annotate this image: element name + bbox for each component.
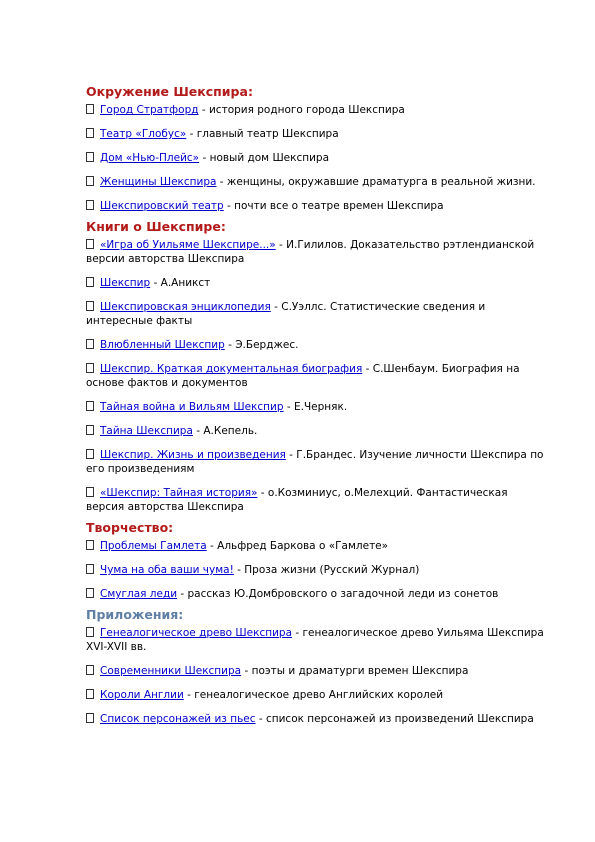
bullet-box-icon: [86, 339, 94, 349]
bullet-box-icon: [86, 200, 94, 210]
item-link[interactable]: Шекспир: [100, 277, 151, 289]
bullet-box-icon: [86, 128, 94, 138]
bullet-box-icon: [86, 176, 94, 186]
section-heading: Окружение Шекспира:: [86, 84, 253, 99]
item-link[interactable]: Чума на оба ваши чума!: [100, 564, 234, 576]
item-link[interactable]: Шекспир. Краткая документальная биография: [100, 363, 363, 375]
item-link[interactable]: Проблемы Гамлета: [100, 540, 207, 552]
item-link[interactable]: Тайна Шекспира: [100, 425, 193, 437]
item-description: - генеалогическое древо Уильяма Шекспира XVI-XVII вв.: [86, 627, 544, 653]
bullet-box-icon: [86, 487, 94, 497]
list-item: [86, 563, 546, 577]
item-description: - Е.Черняк.: [283, 401, 348, 413]
list-item: [86, 664, 546, 678]
list-item: [86, 175, 546, 189]
bullet-box-icon: [86, 425, 94, 435]
item-link[interactable]: Смуглая леди: [100, 588, 178, 600]
bullet-box-icon: [86, 689, 94, 699]
item-description: - С.Шенбаум. Биография на основе фактов и документов: [86, 363, 520, 389]
item-description: - Проза жизни (Русский Журнал): [233, 564, 420, 576]
bullet-box-icon: [86, 152, 94, 162]
list-item: [86, 338, 546, 352]
item-link[interactable]: Дом «Нью-Плейс»: [100, 152, 200, 164]
item-description: - почти все о театре времен Шекспира: [223, 200, 444, 212]
item-link[interactable]: Современники Шекспира: [100, 665, 242, 677]
bullet-box-icon: [86, 713, 94, 723]
item-description: - А.Кепель.: [192, 425, 258, 437]
item-link[interactable]: Тайная война и Вильям Шекспир: [100, 401, 284, 413]
section-books: [86, 219, 546, 514]
item-link[interactable]: «Шекспир: Тайная история»: [100, 487, 258, 499]
bullet-box-icon: [86, 239, 94, 249]
bullet-box-icon: [86, 665, 94, 675]
section-appendices: [86, 607, 546, 726]
item-link[interactable]: Театр «Глобус»: [100, 128, 187, 140]
item-description: - генеалогическое древо Английских королей: [183, 689, 444, 701]
list-item: [86, 424, 546, 438]
list-item: [86, 103, 546, 117]
item-description: - список персонажей из произведений Шекспира: [255, 713, 534, 725]
bullet-box-icon: [86, 627, 94, 637]
list-item: [86, 486, 546, 514]
bullet-box-icon: [86, 104, 94, 114]
bullet-box-icon: [86, 301, 94, 311]
bullet-box-icon: [86, 540, 94, 550]
item-description: - рассказ Ю.Домбровского о загадочной леди из сонетов: [177, 588, 499, 600]
bullet-box-icon: [86, 277, 94, 287]
item-description: - история родного города Шекспира: [198, 104, 405, 116]
item-description: - поэты и драматурги времен Шекспира: [241, 665, 469, 677]
bullet-box-icon: [86, 363, 94, 373]
list-item: [86, 400, 546, 414]
item-link[interactable]: Шекспировская энциклопедия: [100, 301, 271, 313]
item-link[interactable]: Город Стратфорд: [100, 104, 199, 116]
bullet-box-icon: [86, 588, 94, 598]
list-item: [86, 151, 546, 165]
list-item: [86, 448, 546, 476]
item-description: - Г.Брандес. Изучение личности Шекспира по его произведениям: [86, 449, 544, 475]
section-heading: Книги о Шекспире:: [86, 219, 226, 234]
item-link[interactable]: Женщины Шекспира: [100, 176, 217, 188]
item-link[interactable]: Шекспир. Жизнь и произведения: [100, 449, 286, 461]
list-item: [86, 362, 546, 390]
item-description: - новый дом Шекспира: [199, 152, 330, 164]
section-works: [86, 520, 546, 601]
document-page: [86, 84, 546, 732]
list-item: [86, 587, 546, 601]
item-link[interactable]: Список персонажей из пьес: [100, 713, 256, 725]
item-link[interactable]: Короли Англии: [100, 689, 184, 701]
list-item: [86, 127, 546, 141]
bullet-box-icon: [86, 564, 94, 574]
bullet-box-icon: [86, 401, 94, 411]
item-link[interactable]: «Игра об Уильяме Шекспире...»: [100, 239, 276, 251]
item-link[interactable]: Влюбленный Шекспир: [100, 339, 225, 351]
bullet-box-icon: [86, 449, 94, 459]
list-item: [86, 276, 546, 290]
section-heading: Творчество:: [86, 520, 174, 535]
list-item: [86, 199, 546, 213]
list-item: [86, 688, 546, 702]
list-item: [86, 238, 546, 266]
list-item: [86, 712, 546, 726]
item-description: - Э.Берджес.: [224, 339, 299, 351]
item-description: - Альфред Баркова о «Гамлете»: [206, 540, 389, 552]
item-description: - А.Аникст: [150, 277, 211, 289]
item-description: - И.Гилилов. Доказательство рэтлендианской версии авторства Шекспира: [86, 239, 535, 265]
list-item: [86, 539, 546, 553]
section-heading: Приложения:: [86, 607, 184, 622]
list-item: [86, 626, 546, 654]
item-description: - главный театр Шекспира: [186, 128, 339, 140]
list-item: [86, 300, 546, 328]
item-description: - С.Уэллс. Статистические сведения и интересные факты: [86, 301, 486, 327]
item-link[interactable]: Генеалогическое древо Шекспира: [100, 627, 293, 639]
item-description: - о.Козминиус, о.Мелехций. Фантастическая версия авторства Шекспира: [86, 487, 508, 513]
section-environment: [86, 84, 546, 213]
item-description: - женщины, окружавшие драматурга в реальной жизни.: [216, 176, 536, 188]
item-link[interactable]: Шекспировский театр: [100, 200, 224, 212]
